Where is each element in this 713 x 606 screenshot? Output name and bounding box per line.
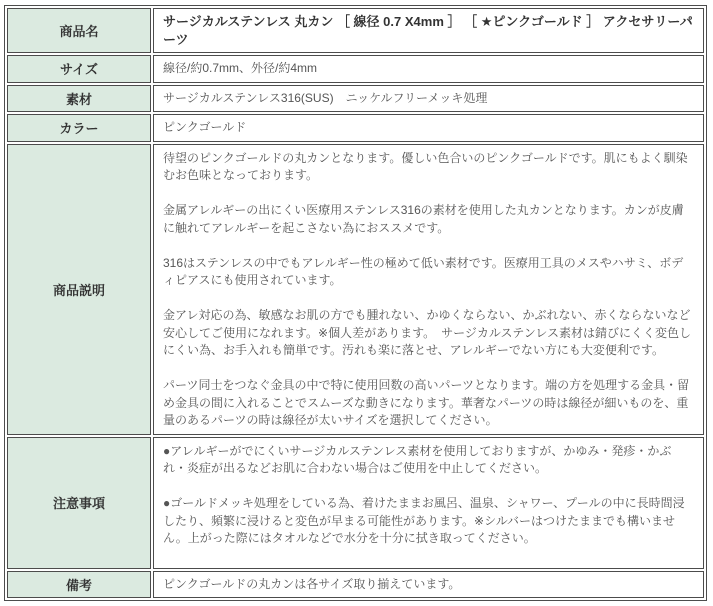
material-value: サージカルステンレス316(SUS) ニッケルフリーメッキ処理 xyxy=(153,85,704,113)
table-row-color xyxy=(7,114,704,142)
color-value: ピンクゴールド xyxy=(153,114,704,142)
table-row-material xyxy=(7,85,704,113)
notes-value xyxy=(153,437,704,569)
table-row-remarks xyxy=(7,571,704,599)
size-value: 線径/約0.7mm、外径/約4mm xyxy=(153,55,704,83)
table-row-notes xyxy=(7,437,704,569)
row-header-remarks: 備考 xyxy=(7,571,151,599)
description-paragraph: パーツ同士をつなぐ金具の中で特に使用回数の高いパーツとなります。端の方を処理する金具・留め金具の間に入れることでスムーズな動きになります。華奢なパーツの時は線径が細いものを、重量のあるパーツの時は線径が太いサイズを選択してください。 xyxy=(163,378,690,427)
table-row-size xyxy=(7,55,704,83)
notes-paragraph: ●ゴールドメッキ処理をしている為、着けたままお風呂、温泉、シャワー、プールの中に長時間浸したり、頻繁に浸けると変色が早まる可能性があります。※シルバーはつけたままでも構いません。上がった際にはタオルなどで水分を十分に拭き取ってください。 xyxy=(163,496,685,545)
description-value xyxy=(153,144,704,435)
description-paragraph: 金アレ対応の為、敏感なお肌の方でも腫れない、かゆくならない、かぶれない、赤くならないなど安心してご使用になれます。※個人差があります。 サージカルステンレス素材は錆びにくく変色しにくい為、お手入れも簡単です。汚れも楽に落とせ、アレルギーでない方にも大変便利です。 xyxy=(163,308,692,357)
row-header-material: 素材 xyxy=(7,85,151,113)
description-paragraph: 待望のピンクゴールドの丸カンとなります。優しい色合いのピンクゴールドです。肌にもよく馴染むお色味となっております。 xyxy=(163,150,688,182)
table-row-product-name xyxy=(7,8,704,53)
description-paragraph: 金属アレルギーの出にくい医療用ステンレス316の素材を使用した丸カンとなります。カンが皮膚に触れてアレルギーを起こさない為におススメです。 xyxy=(163,203,684,235)
notes-paragraph: ●アレルギーがでにくいサージカルステンレス素材を使用しておりますが、かゆみ・発疹・かぶれ・炎症が出るなどお肌に合わない場合はご使用を中止してください。 xyxy=(163,443,672,475)
description-paragraph: 316はステンレスの中でもアレルギー性の極めて低い素材です。医療用工具のメスやハサミ、ボディピアスにも使用されています。 xyxy=(163,255,684,287)
row-header-notes: 注意事項 xyxy=(7,437,151,569)
table-row-description xyxy=(7,144,704,435)
product-spec-table xyxy=(4,5,707,601)
row-header-size: サイズ xyxy=(7,55,151,83)
remarks-value: ピンクゴールドの丸カンは各サイズ取り揃えています。 xyxy=(153,571,704,599)
row-header-color: カラー xyxy=(7,114,151,142)
product-name-value: サージカルステンレス 丸カン ［ 線径 0.7 X4mm ］ ［ ★ピンクゴールド ］ アクセサリーパーツ xyxy=(153,8,704,53)
row-header-description: 商品説明 xyxy=(7,144,151,435)
row-header-product-name: 商品名 xyxy=(7,8,151,53)
